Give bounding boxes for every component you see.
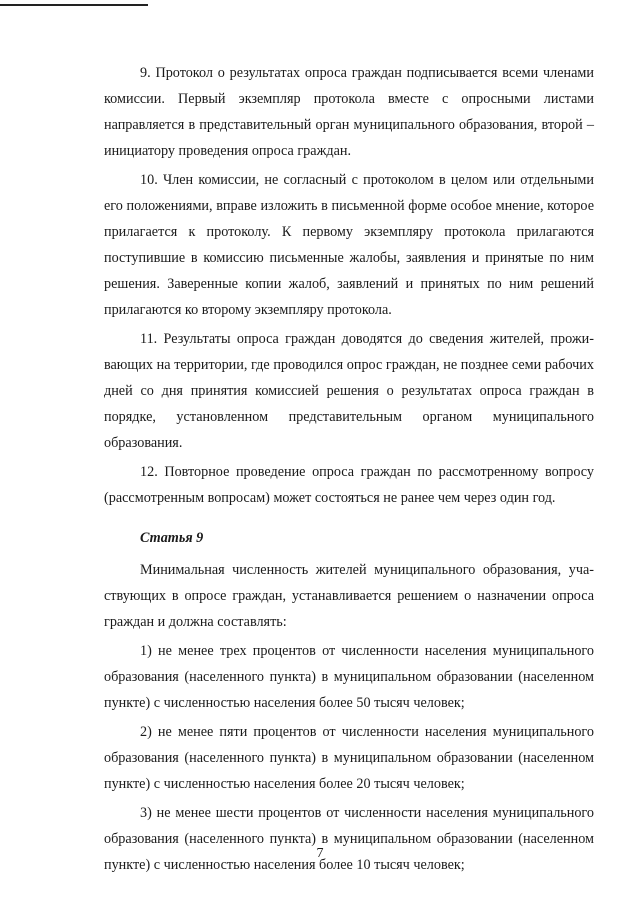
paragraph-9: 9. Протокол о результатах опроса граждан подписывается всеми членами комиссии. Первый экземпляр протокола вместе с опросными листами направляется в представительный орган муниципального образования, второй – инициатору проведения опроса граждан. [104, 65, 594, 159]
page-number: 7 [316, 846, 324, 861]
paragraph-11: 11. Результаты опроса граждан доводятся до сведения жителей, проживающих на территории, где проводился опрос граждан, не позднее семи рабочих дней со дня принятия комиссией решения о результатах опроса граждан в порядке, установленном представительным органом муниципального образования. [104, 331, 594, 451]
top-rule-line [0, 4, 148, 6]
paragraph-10: 10. Член комиссии, не согласный с протоколом в целом или отдельными его положениями, вправе изложить в письменной форме особое мнение, которое прилагается к протоколу. К первому экземпляру протокола прилагаются поступившие в комиссию письменные жалобы, заявления и принятые по ним решения. Заверенные копии жалоб, заявлений и принятых по ним решений прилагаются ко второму экземпляру протокола. [104, 172, 594, 318]
article-intro-paragraph: Минимальная численность жителей муниципального образования, участвующих в опросе граждан, устанавливается решением о назначении опроса граждан и должна составлять: [104, 562, 594, 630]
article-heading: Статья 9 [140, 530, 204, 546]
list-item-1: 1) не менее трех процентов от численности населения муниципального образования (населенного пункта) в муниципальном образовании (населенном пункте) с численностью населения более 50 тысяч человек; [104, 643, 594, 711]
list-item-2: 2) не менее пяти процентов от численности населения муниципального образования (населенного пункта) в муниципальном образовании (населенном пункте) с численностью населения более 20 тысяч человек; [104, 724, 594, 792]
paragraph-12: 12. Повторное проведение опроса граждан по рассмотренному вопросу (рассмотренным вопросам) может состояться не ранее чем через один год. [104, 464, 594, 506]
document-body [104, 60, 594, 878]
list-item-3: 3) не менее шести процентов от численности населения муниципального образования (населенного пункта) в муниципальном образовании (населенном пункте) с численностью населения более 10 тысяч человек; [104, 805, 594, 873]
